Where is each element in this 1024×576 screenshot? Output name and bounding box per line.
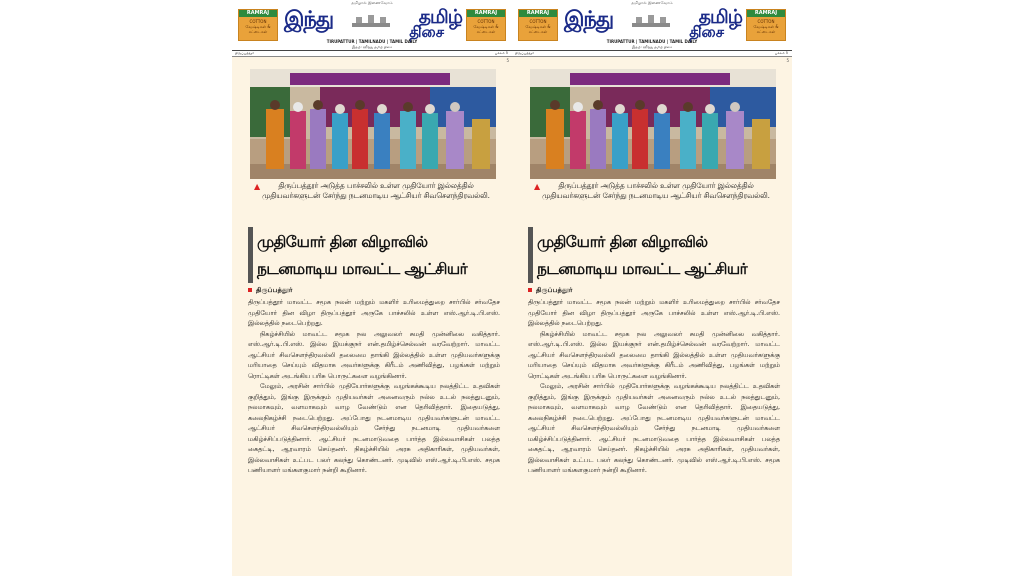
caption-arrow-icon: ▲ (254, 182, 261, 191)
ad-text: COTTON (757, 19, 775, 24)
headline (537, 229, 787, 283)
headline-line1: முதியோர் தின விழாவில் (257, 233, 428, 251)
masthead (232, 0, 512, 50)
ad-left (238, 9, 278, 41)
newspaper-clipping-left (232, 0, 512, 576)
dateline: இதழ்: ஹிந்து தமிழ் திசை (351, 45, 393, 49)
ad-text: COTTON (477, 19, 495, 24)
headline-line2: நடனமாடிய மாவட்ட ஆட்சியர் (537, 260, 748, 278)
headline-line2: நடனமாடிய மாவட்ட ஆட்சியர் (257, 260, 468, 278)
header-rule (512, 50, 792, 57)
paragraph: மேலும், அரசின் சார்பில் முதியோர்களுக்கு வழங்கக்கூடிய நலத்திட்ட உதவிகள் குறித்தும், இங்கு இருக்கும் முதியவர்கள் அனைவரும் நல்ல உடல் நலத்துடனும், நலமாகவும், வளமாகவும் வாழ வேண்டும் என தெரிவித்தார். இதையடுத்து, கலைநிகழ்ச்சி நடைபெற்றது. அப்போது நடனமாடிய முதியவர்களுடன் மாவட்ட ஆட்சியர் சிவசௌந்திரவல்லியும் சேர்ந்து நடனமாடி முதியவர்களை மகிழ்ச்சிப்படுத்தினார். ஆட்சியர் நடனமாடுவதை பார்த்த இல்லவாசிகள் பலத்த கைதட்டி, ஆரவாரம் செய்தனர். நிகழ்ச்சியில் அரசு அதிகாரிகள், முதியவர்கள், இல்லவாசிகள் உட்பட பலர் கலந்து கொண்டனர். முடிவில் எஸ்.ஆர்.டி.பி.எஸ். சமூக பணியாளர் மங்களகுமார் நன்றி கூறினார். (248, 382, 500, 474)
ad-text: COTTON (249, 19, 267, 24)
ad-sub: வேஷ்டிகள் & சட்டைகள் (525, 24, 551, 34)
logo-part1: இந்து (564, 6, 614, 31)
caption-text: திருப்பத்தூர் அடுத்த பாச்சலில் உள்ள முதியோர் இல்லத்தில் முதியவர்களுடன் சேர்ந்து நடனமாடிய ஆட்சியர் சிவசௌந்திரவல்லி. (262, 181, 490, 200)
paragraph: மேலும், அரசின் சார்பில் முதியோர்களுக்கு வழங்கக்கூடிய நலத்திட்ட உதவிகள் குறித்தும், இங்கு இருக்கும் முதியவர்கள் அனைவரும் நல்ல உடல் நலத்துடனும், நலமாகவும், வளமாகவும் வாழ வேண்டும் என தெரிவித்தார். இதையடுத்து, கலைநிகழ்ச்சி நடைபெற்றது. அப்போது நடனமாடிய முதியவர்களுடன் மாவட்ட ஆட்சியர் சிவசௌந்திரவல்லியும் சேர்ந்து நடனமாடி முதியவர்களை மகிழ்ச்சிப்படுத்தினார். ஆட்சியர் நடனமாடுவதை பார்த்த இல்லவாசிகள் பலத்த கைதட்டி, ஆரவாரம் செய்தனர். நிகழ்ச்சியில் அரசு அதிகாரிகள், முதியவர்கள், இல்லவாசிகள் உட்பட பலர் கலந்து கொண்டனர். முடிவில் எஸ்.ஆர்.டி.பி.எஸ். சமூக பணியாளர் மங்களகுமார் நன்றி கூறினார். (528, 382, 780, 474)
place-name: திருப்பத்தூர் (536, 286, 573, 294)
ad-left (518, 9, 558, 41)
logo-part1: இந்து (284, 6, 334, 31)
header-rule (232, 50, 512, 57)
emblem-icon (630, 13, 672, 29)
emblem-icon (350, 13, 392, 29)
paragraph: திருப்பத்தூர் மாவட்ட சமூக நலன் மற்றும் மகளிர் உரிமைத்துறை சார்பில் சர்வதேச முதியோர் தின விழா திருப்பத்தூர் அருகே பாச்சலில் உள்ள எஸ்.ஆர்.டி.பி.எஸ். இல்லத்தில் நடைபெற்றது. (528, 298, 780, 327)
newspaper-logo (560, 3, 744, 39)
ad-right (746, 9, 786, 41)
masthead (512, 0, 792, 50)
photo-caption (534, 181, 770, 201)
newspaper-clipping-right (512, 0, 792, 576)
ad-sub: வேஷ்டிகள் & சட்டைகள் (245, 24, 271, 34)
rule-right-text: பக்கம் 5 (774, 51, 788, 55)
article-body (248, 297, 500, 476)
logo-part3: திசை (409, 23, 444, 41)
logo-part2: தமிழ் (698, 6, 742, 28)
newspaper-logo (280, 3, 464, 39)
edition-line: TIRUPATTUR | TAMILNADU | TAMIL DAILY (326, 39, 418, 44)
ad-brand: RAMRAJ (239, 10, 277, 17)
photo-caption (254, 181, 490, 201)
dateline: இதழ்: ஹிந்து தமிழ் திசை (631, 45, 673, 49)
headline-line1: முதியோர் தின விழாவில் (537, 233, 708, 251)
headline (257, 229, 507, 283)
tagline: தமிழால் இணைவோம் (631, 0, 673, 5)
dateline-marker-icon (528, 288, 532, 292)
article-photo (250, 69, 496, 179)
page-number: 5 (506, 58, 509, 63)
caption-text: திருப்பத்தூர் அடுத்த பாச்சலில் உள்ள முதியோர் இல்லத்தில் முதியவர்களுடன் சேர்ந்து நடனமாடிய ஆட்சியர் சிவசௌந்திரவல்லி. (542, 181, 770, 200)
logo-part3: திசை (689, 23, 724, 41)
paragraph: திருப்பத்தூர் மாவட்ட சமூக நலன் மற்றும் மகளிர் உரிமைத்துறை சார்பில் சர்வதேச முதியோர் தின விழா திருப்பத்தூர் அருகே பாச்சலில் உள்ள எஸ்.ஆர்.டி.பி.எஸ். இல்லத்தில் நடைபெற்றது. (248, 298, 500, 327)
caption-arrow-icon: ▲ (534, 182, 541, 191)
edition-line: TIRUPATTUR | TAMILNADU | TAMIL DAILY (606, 39, 698, 44)
ad-brand: RAMRAJ (467, 10, 505, 17)
dateline-marker-icon (248, 288, 252, 292)
paragraph: நிகழ்ச்சியில் மாவட்ட சமூக நல அலுவலர் சுமதி முன்னிலை வகித்தார். எஸ்.ஆர்.டி.பி.எஸ். இல்ல இயக்குநர் என்.தமிழ்ச்செல்வன் வரவேற்றார். மாவட்ட ஆட்சியர் சிவசௌந்திரவல்லி தலைமை தாங்கி இல்லத்தில் உள்ள முதியவர்களுக்கு மரியாதை செய்யும் விதமாக அவர்களுக்கு கிரீடம் அணிவித்து, பழங்கள் மற்றும் ரொட்டிகள் அடங்கிய பரிசு பொருட்களை வழங்கினார். (528, 329, 780, 380)
article-photo (530, 69, 776, 179)
headline-bar (248, 227, 253, 283)
tagline: தமிழால் இணைவோம் (351, 0, 393, 5)
place-name: திருப்பத்தூர் (256, 286, 293, 294)
rule-right-text: பக்கம் 5 (494, 51, 508, 55)
logo-part2: தமிழ் (418, 6, 462, 28)
article-body (528, 297, 780, 476)
paragraph: நிகழ்ச்சியில் மாவட்ட சமூக நல அலுவலர் சுமதி முன்னிலை வகித்தார். எஸ்.ஆர்.டி.பி.எஸ். இல்ல இயக்குநர் என்.தமிழ்ச்செல்வன் வரவேற்றார். மாவட்ட ஆட்சியர் சிவசௌந்திரவல்லி தலைமை தாங்கி இல்லத்தில் உள்ள முதியவர்களுக்கு மரியாதை செய்யும் விதமாக அவர்களுக்கு கிரீடம் அணிவித்து, பழங்கள் மற்றும் ரொட்டிகள் அடங்கிய பரிசு பொருட்களை வழங்கினார். (248, 329, 500, 380)
rule-left-text: திருப்பத்தூர் (235, 51, 255, 55)
ad-sub: வேஷ்டிகள் & சட்டைகள் (753, 24, 779, 34)
ad-sub: வேஷ்டிகள் & சட்டைகள் (473, 24, 499, 34)
rule-left-text: திருப்பத்தூர் (515, 51, 535, 55)
ad-brand: RAMRAJ (747, 10, 785, 17)
ad-brand: RAMRAJ (519, 10, 557, 17)
headline-bar (528, 227, 533, 283)
page-number: 5 (786, 58, 789, 63)
ad-text: COTTON (529, 19, 547, 24)
ad-right (466, 9, 506, 41)
